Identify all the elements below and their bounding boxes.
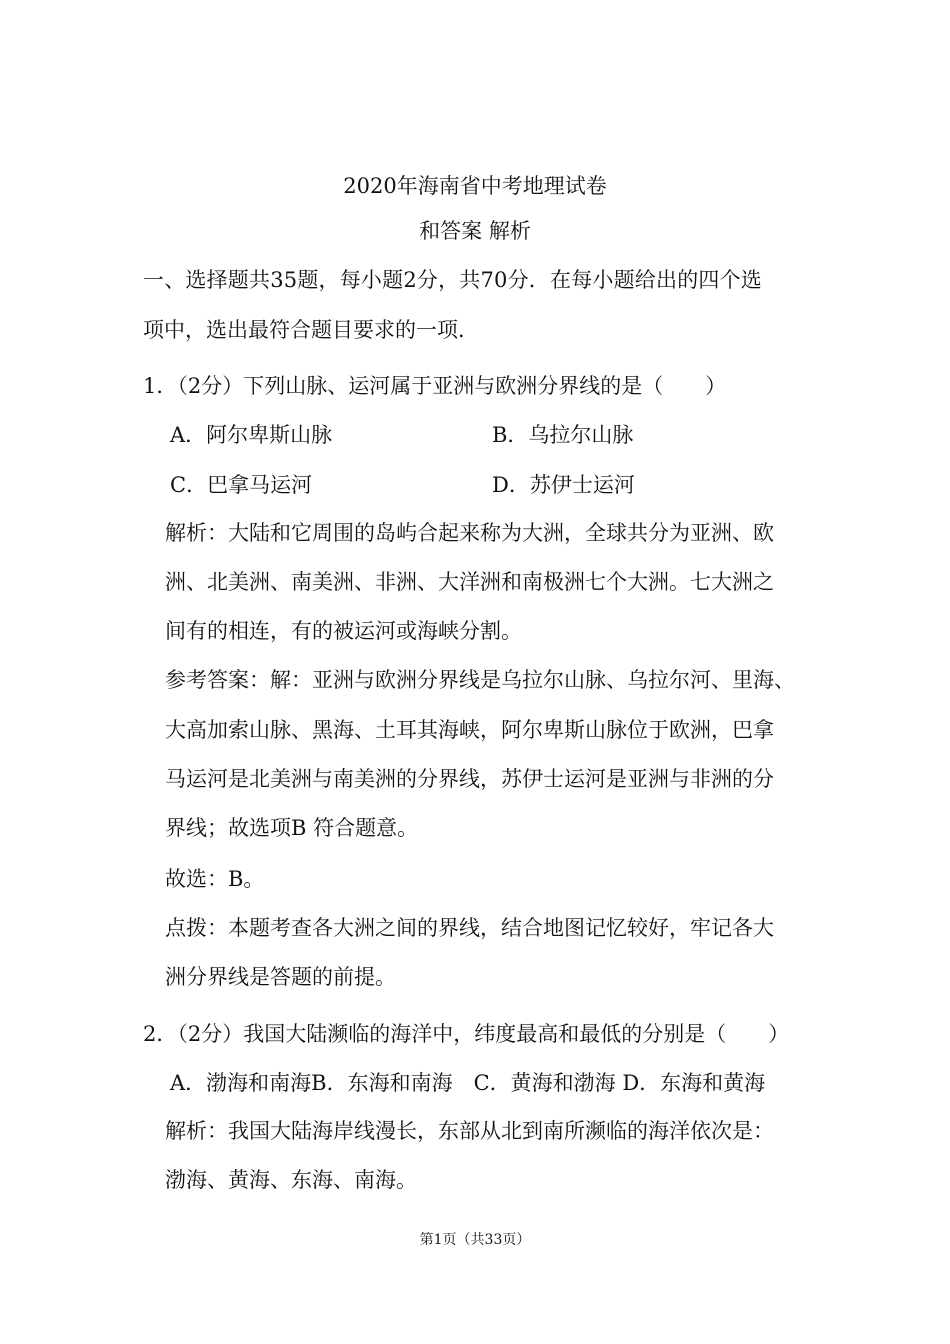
q1-option-b: B．乌拉尔山脉: [492, 423, 634, 447]
q1-option-c: C．巴拿马运河: [170, 473, 313, 497]
section-instruction-line-1: 一、选择题共35题，每小题2分，共70分．在每小题给出的四个选: [143, 268, 763, 292]
page-footer: 第1页（共33页）: [419, 1232, 531, 1248]
q1-tip-line-1: 点拨：本题考查各大洲之间的界线，结合地图记忆较好，牢记各大: [165, 916, 774, 940]
document-subtitle: 和答案 解析: [419, 219, 531, 243]
q1-answer-line-4: 界线；故选项B 符合题意。: [165, 816, 419, 840]
q1-option-d: D．苏伊士运河: [492, 473, 635, 497]
q1-analysis-line-2: 洲、北美洲、南美洲、非洲、大洋洲和南极洲七个大洲。七大洲之: [165, 570, 774, 594]
q1-tip-line-2: 洲分界线是答题的前提。: [165, 965, 396, 989]
q1-analysis-line-3: 间有的相连，有的被运河或海峡分割。: [165, 619, 522, 643]
q1-answer-line-3: 马运河是北美洲与南美洲的分界线，苏伊士运河是亚洲与非洲的分: [165, 767, 774, 791]
q2-analysis-line-2: 渤海、黄海、东海、南海。: [165, 1168, 417, 1192]
section-instruction-line-2: 项中，选出最符合题目要求的一项．: [143, 318, 479, 342]
q2-analysis-line-1: 解析：我国大陆海岸线漫长，东部从北到南所濒临的海洋依次是：: [165, 1119, 774, 1143]
q1-answer-line-1: 参考答案：解：亚洲与欧洲分界线是乌拉尔山脉、乌拉尔河、里海、: [165, 668, 795, 692]
q1-analysis-line-1: 解析：大陆和它周围的岛屿合起来称为大洲，全球共分为亚洲、欧: [165, 521, 774, 545]
q1-answer-line-2: 大高加索山脉、黑海、土耳其海峡，阿尔卑斯山脉位于欧洲，巴拿: [165, 718, 774, 742]
q1-option-a: A．阿尔卑斯山脉: [170, 423, 333, 447]
question-1-stem: 1．（2分）下列山脉、运河属于亚洲与欧洲分界线的是（ ）: [143, 374, 727, 398]
document-title: 2020年海南省中考地理试卷: [343, 174, 607, 198]
question-2-stem: 2．（2分）我国大陆濒临的海洋中，纬度最高和最低的分别是（ ）: [143, 1022, 790, 1046]
q1-choice: 故选：B。: [165, 867, 265, 891]
q2-options: A．渤海和南海B．东海和南海 C．黄海和渤海 D．东海和黄海: [170, 1071, 766, 1095]
